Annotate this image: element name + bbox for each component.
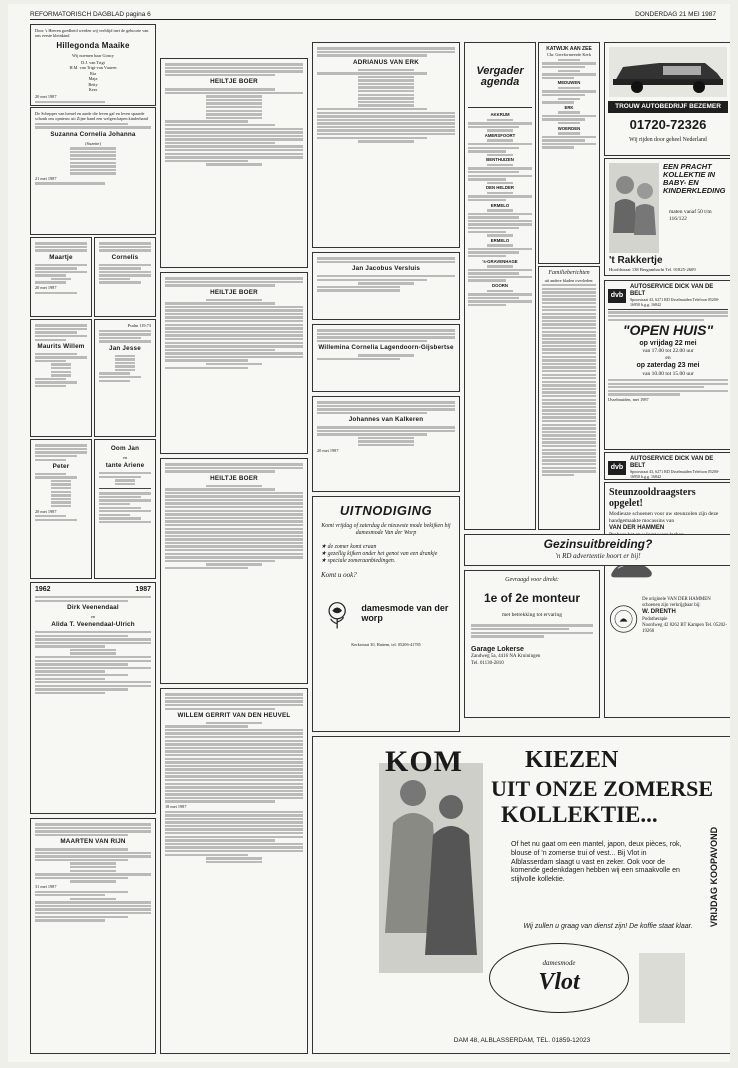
- birth-notice-cornelis: [94, 237, 156, 317]
- birth-notice-suzanna: [30, 107, 156, 235]
- notice-name: Peter: [52, 462, 70, 470]
- ad-title: UITNODIGING: [339, 503, 433, 518]
- ad-address: Hoofdstraat 138 Bergambacht Tel. 01825-2609: [609, 267, 696, 272]
- ad-address: Kerkstraat 30, Hattem, tel. 05206-41785: [351, 642, 421, 648]
- notice-oom-jan: Oom Jan en tante Ariene: [94, 439, 156, 579]
- notice-name: WILLEM GERRIT VAN DEN HEUVEL: [177, 711, 291, 719]
- vlot-logo: damesmode Vlot: [489, 943, 629, 1013]
- ad-address: Spoorstraat 43, 6271 RD IJsselmuiden Telefoon 05200-16950 b.g.g. 16842: [629, 469, 720, 480]
- notice-name: Dirk Veenendaal: [67, 603, 119, 611]
- ad-title: TROUW AUTOBEDRIJF BEZEMER: [608, 101, 728, 113]
- notice-sub: Wij noemen haar Goncy: [72, 52, 114, 58]
- death-notice-heiltje-3: [160, 458, 308, 684]
- ad-headline: "OPEN HUIS": [622, 322, 714, 339]
- podotherapie-seal-icon: [609, 597, 638, 641]
- kerk-title: KATWIJK AAN ZEE: [546, 46, 592, 52]
- page-header: [30, 8, 716, 20]
- ad-sizes: maten vanaf 50 t/m 116/122: [669, 209, 712, 222]
- ad-address: Spoorstraat 43, 6271 RD IJsselmuiden Telefoon 05200-16950 b.g.g. 16842: [629, 297, 720, 308]
- vlot-closing: Wij zullen u graag van dienst zijn! De koffie staat klaar.: [523, 923, 693, 930]
- notice-name-2: tante Ariene: [105, 462, 145, 470]
- ad-kinderkleding: [604, 158, 730, 276]
- ad-cta: Komt u ook?: [321, 571, 357, 580]
- ad-phone: 01720-72326: [629, 117, 707, 132]
- ad-steunzool: Steunzooldraagsters opgelet! Modieuze schoenen voor uw steunzolen zijn deze handgemaakte mocassins van VAN DER HAMMEN De originele VAN DER HAMMEN schoenen zijn verkrijgbaar bij: W. DRENTH Podotherapie Noordweg 42 8262 BT Kampen Tel. 05202-19260: [604, 482, 730, 718]
- ad-autoservice-open-huis: dvb AUTOSERVICE DICK VAN DE BELT Spoorstraat 43, 6271 RD IJsselmuiden Telefoon 05200-16950 b.g.g. 16842 "OPEN HUIS" op vrijdag 22 mei van 17.00 tot 22.00 uur en op zaterdag 23 mei van 10.00 tot 15.00 uur IJsselmuiden, mei 1987: [604, 280, 730, 450]
- ad-vlot-damesmode: [312, 736, 730, 1054]
- notice-name: ADRIANUS VAN ERK: [352, 58, 420, 66]
- birth-notice-peter: [30, 439, 92, 579]
- notice-ref: Psalm 119:73: [127, 323, 151, 328]
- ad-bullets: ★ de zomer komt eraan ★ gezellig kijken onder het genot van een drankje ★ speciale zomeraanbiedingen.: [321, 543, 438, 565]
- notice-name: Suzanna Cornelia Johanna: [50, 130, 136, 138]
- notice-intro: De Schepper van hemel en aarde die leven gaf en leven spaarde schonk ons opnieuw uit Zijne hand een welgeschapen kinderhand: [35, 111, 148, 122]
- ad-title: AUTOSERVICE DICK VAN DE BELT: [629, 456, 714, 469]
- vlot-footer: DAM 48, ALBLASSERDAM, TEL. 01859-12023: [453, 1036, 591, 1044]
- ad-uitnodiging: [312, 496, 460, 732]
- notice-parents: D.J. van Trigt H.M. van Trigt-van Vuuren Ria Maja Betty Kees: [69, 60, 117, 92]
- dvdb-logo-icon: dvb: [608, 461, 626, 475]
- birth-notice-jan-jesse: [94, 319, 156, 437]
- death-notice-kalkeren: [312, 396, 460, 492]
- vlot-kom: KOM: [385, 745, 463, 778]
- year-left: 1962: [35, 586, 51, 593]
- ad-tagline: Wij rijden door geheel Nederland: [629, 137, 707, 143]
- fam-title: Familieberichten: [548, 270, 590, 276]
- ad-autoservice-2: [604, 452, 730, 480]
- birth-notice-hillegonda: [30, 24, 156, 106]
- death-notice-willem-gerrit: [160, 688, 308, 1054]
- notice-name-2: Alida T. Veenendaal-Ulrich: [51, 621, 135, 629]
- vlot-kiezen: KIEZEN: [525, 747, 619, 773]
- death-notice-heiltje-1: [160, 58, 308, 268]
- ad-monteur: Gevraagd voor direkt: 1e of 2e monteur met betrekking tot ervaring Garage Lokerse Zandweg 5a, 4416 NA Kruiningen Tel. 01130-2810: [464, 570, 600, 718]
- header-left: REFORMATORISCH DAGBLAD pagina 6: [30, 11, 151, 18]
- newspaper-page: [8, 4, 730, 1062]
- agenda-title: Vergader agenda: [476, 64, 524, 88]
- ad-body: Modieuze schoenen voor uw steunzolen zijn deze handgemaakte mocassins van: [609, 511, 719, 524]
- ad-title: EEN PRACHT KOLLEKTIE IN BABY- EN KINDERKLEDING: [663, 162, 726, 195]
- notice-date: 31 mei 1987: [35, 883, 57, 889]
- vergader-agenda: Vergader agenda AKKRUM AMERSFOORT BENTHUIZEN DEN HELDER ERMELO ERMELO 's-GRAVENHAGE DOORN: [464, 42, 536, 530]
- notice-name: MAARTEN VAN RIJN: [60, 838, 126, 846]
- ad-sub: 'n RD advertentie hoort er bij!: [555, 552, 641, 560]
- notice-date: 20 mei 1987: [317, 447, 339, 453]
- death-notice-versluis: [312, 252, 460, 320]
- fashion-models-photo: [379, 763, 483, 973]
- notice-name: HEILTJE BOER: [210, 474, 258, 482]
- notice-name: Maartje: [49, 253, 73, 261]
- small-card-image: [639, 953, 685, 1023]
- hearse-car-image: [609, 47, 727, 97]
- ad-title: AUTOSERVICE DICK VAN DE BELT: [629, 284, 714, 297]
- notice-date: 20 mei 1987: [35, 94, 57, 100]
- ad-brand: damesmode van der worp: [361, 603, 449, 624]
- ad-gezinsuitbreiding: [464, 534, 730, 566]
- header-right: DONDERDAG 21 MEI 1987: [635, 11, 716, 18]
- death-notice-maarten: [30, 818, 156, 1054]
- children-photo: [609, 163, 659, 253]
- notice-date: 18 mei 1987: [165, 804, 187, 810]
- notice-name: Maurits Willem: [37, 342, 85, 350]
- dvdb-logo-icon: dvb: [608, 289, 626, 303]
- rose-logo-icon: [321, 594, 353, 634]
- ad-title: 1e of 2e monteur: [483, 590, 581, 605]
- year-right: 1987: [135, 586, 151, 593]
- birth-notice-maartje: [30, 237, 92, 317]
- ad-brand: 't Rakkertje: [609, 255, 663, 266]
- death-notice-lagendoorn: [312, 324, 460, 392]
- kerkdiensten-katwijk: KATWIJK AAN ZEE Chr. Gereformeerde Kerk MEDUWEN ERK WOERDEN: [538, 42, 600, 264]
- ad-brand: VAN DER HAMMEN: [609, 524, 665, 531]
- birth-notice-maurits: [30, 319, 92, 437]
- notice-name: Hillegonda Maaike: [56, 40, 130, 50]
- notice-name: Jan Jesse: [109, 344, 141, 352]
- notice-name: Oom Jan: [110, 445, 140, 452]
- notice-name: Jan Jacobus Versluis: [351, 265, 421, 273]
- death-notice-adrianus: [312, 42, 460, 248]
- anniversary-notice: 1962 1987 Dirk Veenendaal en Alida T. Veenendaal-Ulrich: [30, 582, 156, 814]
- death-notice-heiltje-2: [160, 272, 308, 454]
- notice-date: 20 mei 1987: [35, 508, 57, 514]
- ad-autobedrijf: [604, 42, 730, 156]
- vlot-body: Of het nu gaat om een mantel, japon, deux pièces, rok, blouse of 'n zomerse trui of vest... Bij Vlot in Alblasserdam slaagt u vast en zeker. Ook voor de komende gedenkdagen hebben wij een smaakvolle en stijlvolle kollektie.: [511, 841, 682, 883]
- notice-name: Cornelis: [111, 253, 139, 261]
- vlot-line2: UIT ONZE ZOMERSE: [491, 776, 714, 801]
- notice-sub: (Suzette): [85, 140, 101, 146]
- notice-name: Willemina Cornelia Lagendoorn-Gijsbertse: [318, 344, 454, 352]
- ad-title: Steunzooldraagsters opgelet!: [609, 487, 696, 509]
- notice-date: 20 mei 1987: [35, 285, 57, 291]
- vlot-side-label: VRIJDAG KOOPAVOND: [709, 826, 719, 928]
- familieberichten: Familieberichten uit andere bladen overleden:: [538, 266, 600, 530]
- notice-intro: Door 's Heeren goedheid werden wij verblijd met de geboorte van ons eerste kleinkind: [35, 28, 149, 39]
- ad-lead: Komt vrijdag of zaterdag de nieuwste mode bekijken bij damesmode Van der Worp: [321, 523, 451, 537]
- notice-name: HEILTJE BOER: [210, 78, 258, 86]
- vlot-line3: KOLLEKTIE...: [501, 802, 658, 827]
- notice-name: Johannes van Kalkeren: [348, 416, 424, 424]
- ad-title: Gezinsuitbreiding?: [543, 537, 653, 551]
- notice-date: 21 mei 1987: [35, 175, 57, 181]
- notice-name: HEILTJE BOER: [210, 288, 258, 296]
